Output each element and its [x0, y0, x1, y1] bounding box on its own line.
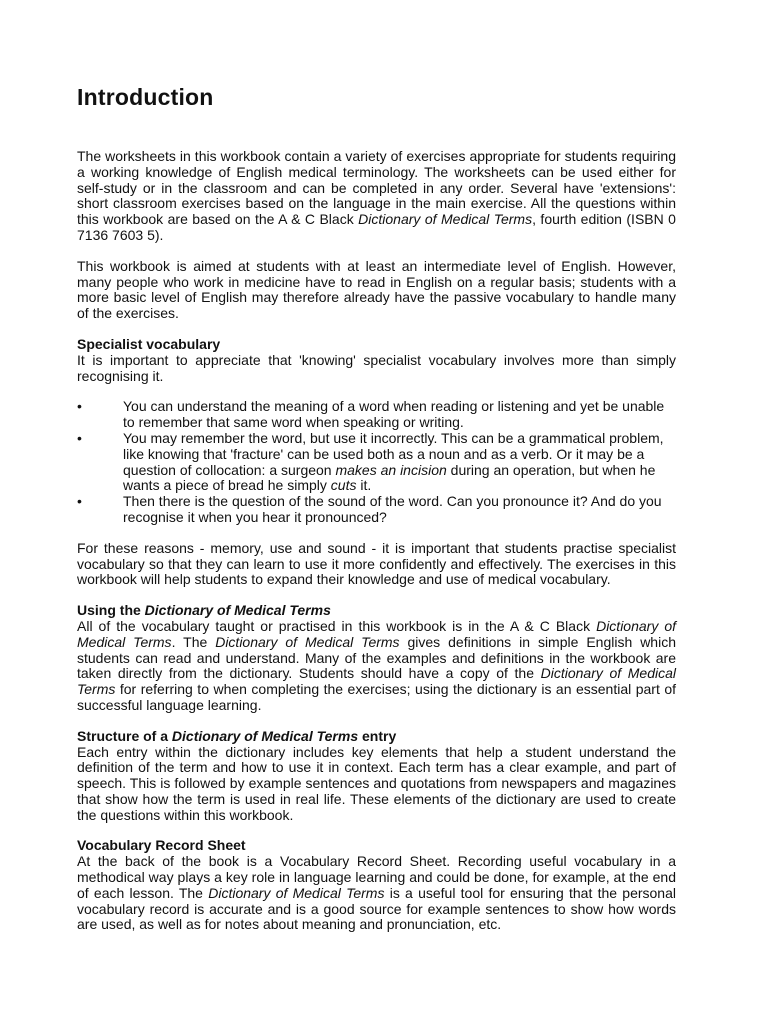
section-heading-using-dictionary: Using the Dictionary of Medical Terms — [77, 602, 331, 619]
bullet-item — [77, 494, 676, 526]
bullet-item — [77, 399, 676, 431]
italic-term: Dictionary of Medical Terms — [77, 665, 677, 698]
section-heading-specialist-vocabulary: Specialist vocabulary — [77, 335, 221, 352]
intro-paragraph-1: The worksheets in this workbook contain a variety of exercises appropriate for students requiring a working knowledge of English medical terminology. The worksheets can be used either for self-study or in the classroom and can be completed in any order. Several have 'extensions': short classroom exercises based on the language in the main exercise. All the questions within this workbook are based on the A & C Black Dictionary of Medical Terms, fourth edition (ISBN 0 7136 7603 5). — [77, 148, 676, 243]
specialist-vocabulary-bullet-list — [77, 399, 676, 525]
italic-term: Dictionary of Medical Terms — [358, 211, 533, 228]
italic-term: Dictionary of Medical Terms — [144, 602, 331, 619]
intro-paragraph-2: This workbook is aimed at students with at least an intermediate level of English. However, many people who work in medicine have to read in English on a regular basis; students with a more basic level of English may therefore already have the passive vocabulary to handle many of the exercises. — [77, 257, 676, 322]
italic-term: makes an incision — [335, 461, 447, 478]
page-title: Introduction — [77, 84, 214, 110]
italic-term: Dictionary of Medical Terms — [215, 633, 400, 650]
bullet-icon: • — [77, 429, 82, 446]
italic-term: Dictionary of Medical Terms — [77, 617, 676, 650]
italic-term: cuts — [330, 477, 357, 494]
entry-structure-paragraph: Each entry within the dictionary includes key elements that help a student understand the definition of the term and how to use it in context. Each term has a clear example, and part of speech. This is followed by example sentences and quotations from newspapers and magazines that show how the term is used in real life. These elements of the dictionary are used to create the questions within this workbook. — [77, 743, 676, 823]
bullet-icon: • — [77, 398, 82, 415]
bullet-item-text: You can understand the meaning of a word when reading or listening and yet be unable to remember that same word when speaking or writing. — [123, 398, 665, 431]
bullet-item — [77, 431, 676, 494]
bullet-item-text: You may remember the word, but use it incorrectly. This can be a grammatical problem, like knowing that 'fracture' can be used both as a noun and as a verb. Or it may be a question of collocation: a surgeon makes an incision during an operation, but when he wants a piece of bread he simply cuts it. — [123, 429, 664, 494]
using-dictionary-paragraph: All of the vocabulary taught or practised in this workbook is in the A & C Black Dictionary of Medical Terms. The Dictionary of Medical Terms gives definitions in simple English which students can read and understand. Many of the examples and definitions in the workbook are taken directly from the dictionary. Students should have a copy of the Dictionary of Medical Terms for referring to when completing the exercises; using the dictionary is an essential part of successful language learning. — [77, 617, 677, 713]
italic-term: Dictionary of Medical Terms — [208, 884, 385, 901]
section-heading-vocabulary-record-sheet: Vocabulary Record Sheet — [77, 837, 246, 854]
memory-use-sound-paragraph: For these reasons - memory, use and sound - it is important that students practise specialist vocabulary so that they can learn to use it more confidently and effectively. The exercises in this workbook will help students to expand their knowledge and use of medical vocabulary. — [77, 539, 676, 588]
bullet-icon: • — [77, 493, 82, 510]
bullet-item-text: Then there is the question of the sound of the word. Can you pronounce it? And do you recognise it when you hear it pronounced? — [123, 493, 662, 525]
section-heading-entry-structure: Structure of a Dictionary of Medical Terms entry — [77, 727, 397, 744]
italic-term: Dictionary of Medical Terms — [171, 727, 359, 744]
specialist-vocabulary-paragraph: It is important to appreciate that 'knowing' specialist vocabulary involves more than simply recognising it. — [77, 351, 676, 384]
vocabulary-record-sheet-paragraph: At the back of the book is a Vocabulary Record Sheet. Recording useful vocabulary in a methodical way plays a key role in language learning and could be done, for example, at the end of each lesson. The Dictionary of Medical Terms is a useful tool for ensuring that the personal vocabulary record is accurate and is a good source for example sentences to show how words are used, as well as for notes about meaning and pronunciation, etc. — [77, 853, 676, 933]
